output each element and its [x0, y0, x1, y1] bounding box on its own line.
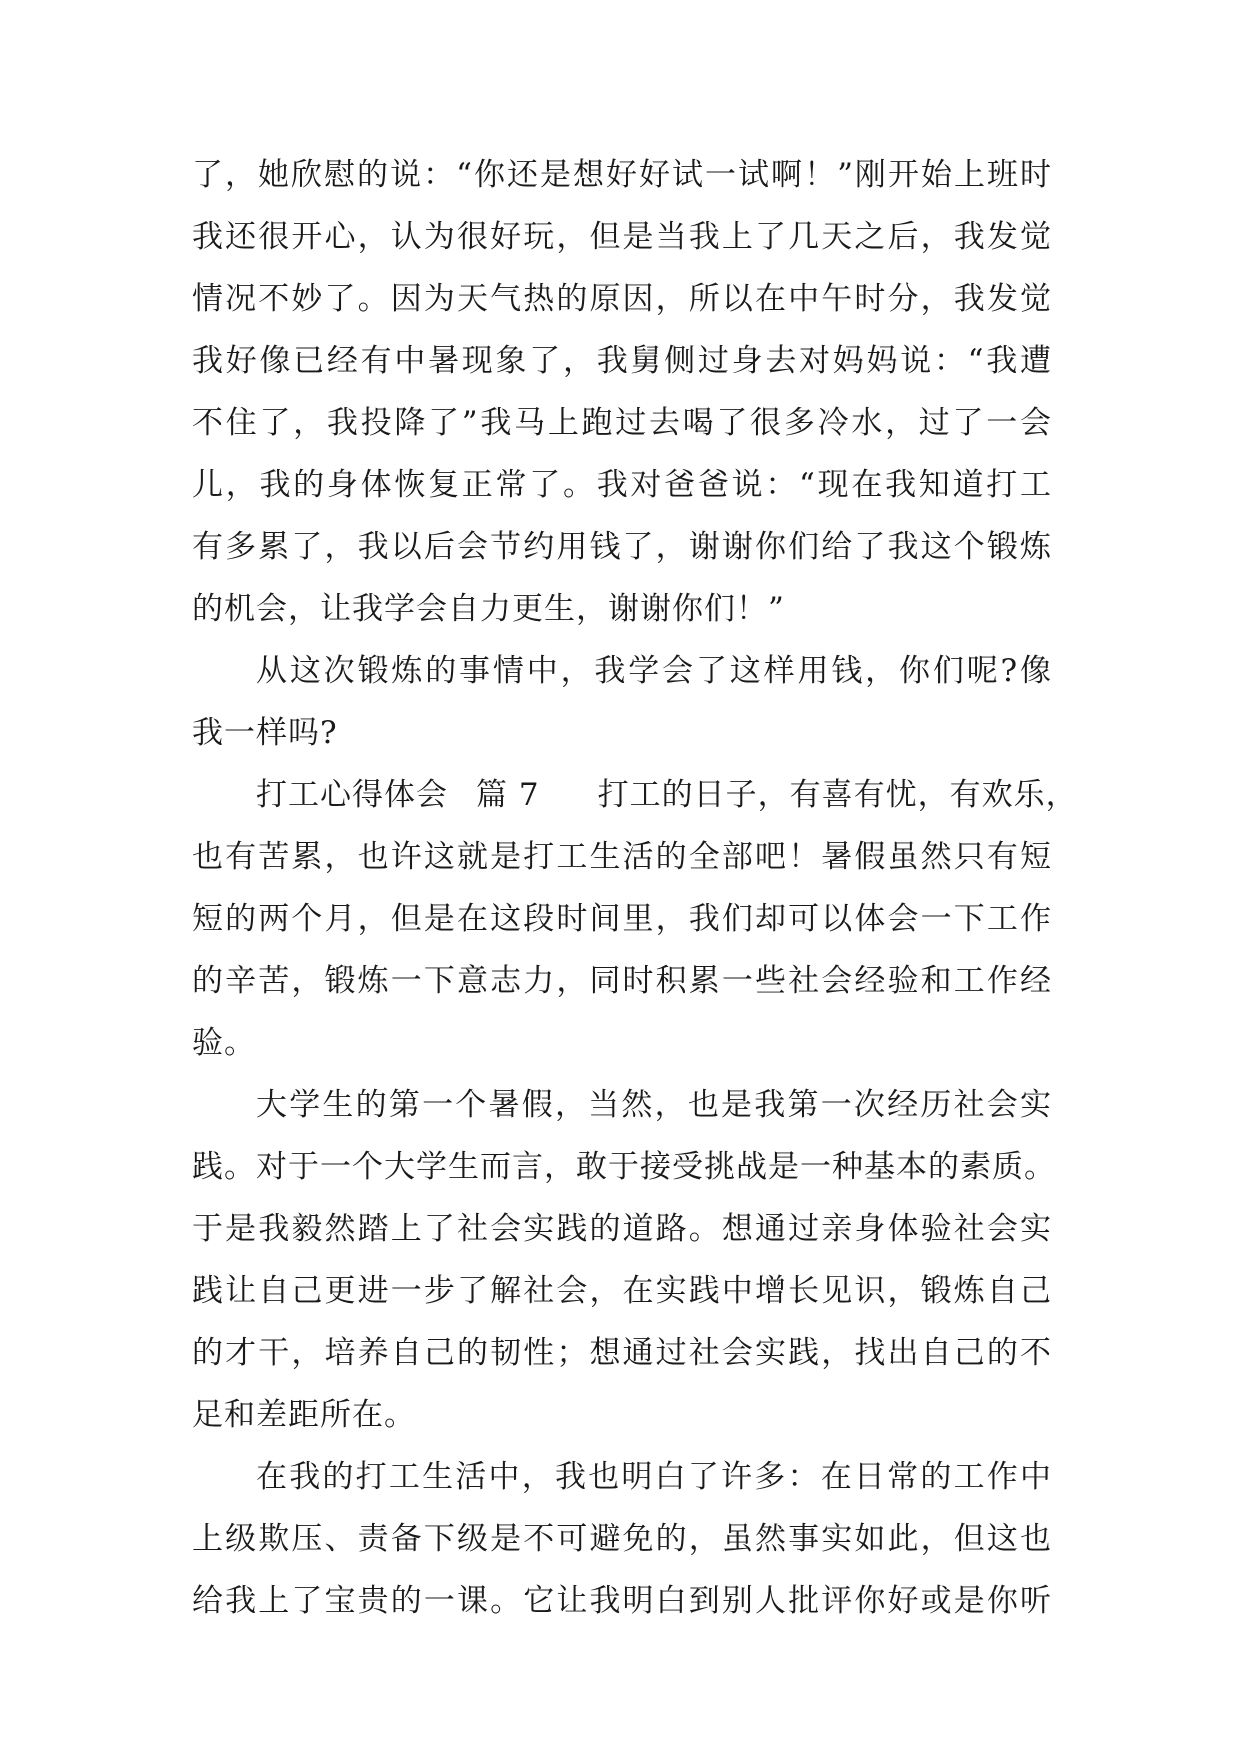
text-line: 也有苦累，也许这就是打工生活的全部吧！暑假虽然只有短: [192, 839, 1052, 875]
text-line: 在我的打工生活中，我也明白了许多：在日常的工作中: [256, 1459, 1052, 1495]
text-line: 践。对于一个大学生而言，敢于接受挑战是一种基本的素质。: [192, 1149, 1056, 1185]
text-line: 的辛苦，锻炼一下意志力，同时积累一些社会经验和工作经: [192, 963, 1052, 999]
text-line: 不住了，我投降了”我马上跑过去喝了很多冷水，过了一会: [192, 405, 1052, 441]
text-line: 上级欺压、责备下级是不可避免的，虽然事实如此，但这也: [192, 1521, 1052, 1557]
text-line: 从这次锻炼的事情中，我学会了这样用钱，你们呢?像: [256, 653, 1052, 689]
text-line: 践让自己更进一步了解社会，在实践中增长见识，锻炼自己: [192, 1273, 1052, 1309]
text-line: 的才干，培养自己的韧性；想通过社会实践，找出自己的不: [192, 1335, 1052, 1371]
text-line: 足和差距所在。: [192, 1397, 416, 1433]
text-line: 有多累了，我以后会节约用钱了，谢谢你们给了我这个锻炼: [192, 529, 1052, 565]
text-line: 验。: [192, 1025, 256, 1061]
text-line: 我还很开心，认为很好玩，但是当我上了几天之后，我发觉: [192, 219, 1052, 255]
text-line: 儿，我的身体恢复正常了。我对爸爸说：“现在我知道打工: [192, 467, 1052, 503]
text-line: 大学生的第一个暑假，当然，也是我第一次经历社会实: [256, 1087, 1052, 1123]
section-number: 篇 7: [476, 777, 540, 813]
document-body: [192, 144, 1078, 1632]
text-line: 的机会，让我学会自力更生，谢谢你们！”: [192, 591, 785, 627]
text-line: 我好像已经有中暑现象了，我舅侧过身去对妈妈说：“我遭: [192, 343, 1052, 379]
section-heading-line: [192, 764, 1078, 826]
text-line: 情况不妙了。因为天气热的原因，所以在中午时分，我发觉: [192, 281, 1052, 317]
section-title: 打工心得体会: [256, 777, 448, 813]
text-line: 短的两个月，但是在这段时间里，我们却可以体会一下工作: [192, 901, 1052, 937]
text-line: 给我上了宝贵的一课。它让我明白到别人批评你好或是你听: [192, 1583, 1052, 1619]
text-line: 我一样吗?: [192, 715, 338, 751]
text-line: 了，她欣慰的说：“你还是想好好试一试啊！”刚开始上班时: [192, 157, 1052, 193]
text-line: 于是我毅然踏上了社会实践的道路。想通过亲身体验社会实: [192, 1211, 1052, 1247]
section-lead-text: 打工的日子，有喜有忧，有欢乐，: [597, 777, 1078, 813]
